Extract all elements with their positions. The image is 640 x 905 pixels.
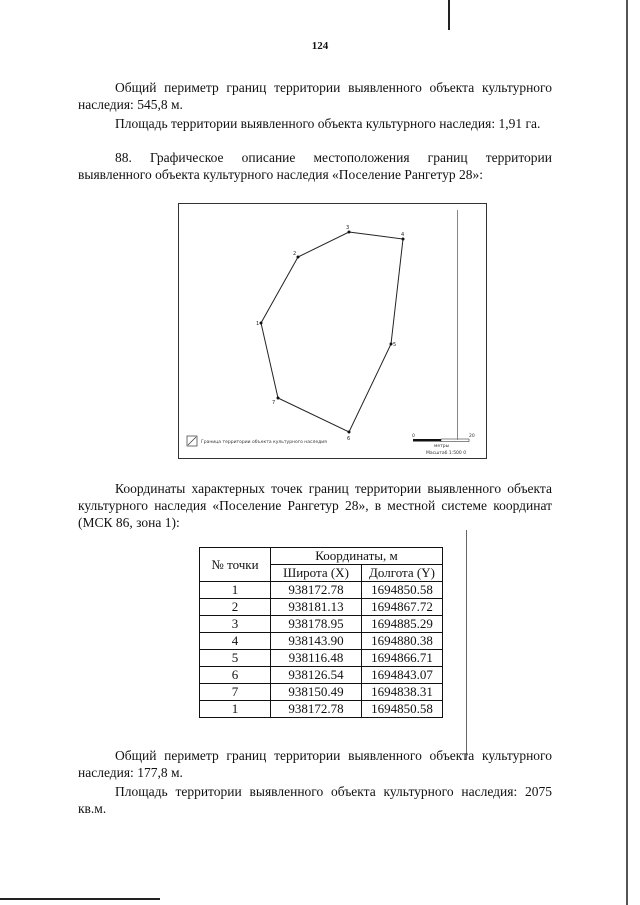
boundary-map-svg — [179, 204, 488, 460]
coordinates-table — [199, 547, 443, 718]
boundary-point-7 — [277, 397, 280, 400]
cell-point: 6 — [200, 667, 271, 684]
paragraph-perimeter: Общий периметр границ территории выявленного объекта культурного наследия: 177,8 м. — [78, 748, 552, 780]
cell-lon: 1694838.31 — [362, 684, 443, 701]
cell-point: 1 — [200, 582, 271, 599]
paragraph-area-prev: Площадь территории выявленного объекта культурного наследия: 1,91 га. — [115, 116, 541, 131]
scan-edge-line-top — [448, 0, 450, 30]
cell-point: 5 — [200, 650, 271, 667]
header-coordinates: Координаты, м — [271, 548, 443, 565]
header-point-number: № точки — [200, 548, 271, 582]
page-number: 124 — [311, 40, 329, 52]
cell-lon: 1694843.07 — [362, 667, 443, 684]
point-label-5: 5 — [393, 342, 397, 348]
scale-unit-label: метры — [434, 444, 450, 449]
point-label-2: 2 — [293, 251, 297, 257]
cell-lat: 938143.90 — [271, 633, 362, 650]
table-row — [200, 599, 443, 616]
cell-lat: 938181.13 — [271, 599, 362, 616]
table-row — [200, 616, 443, 633]
table-row — [200, 684, 443, 701]
cell-point: 2 — [200, 599, 271, 616]
boundary-point-2 — [297, 256, 300, 259]
paragraph-perimeter-prev: Общий периметр границ территории выявленного объекта культурного наследия: 545,8 м. — [78, 80, 552, 112]
cell-lon: 1694866.71 — [362, 650, 443, 667]
point-label-1: 1 — [256, 321, 260, 327]
cell-lat: 938126.54 — [271, 667, 362, 684]
legend-symbol-line — [188, 437, 196, 445]
boundary-polygon — [261, 232, 403, 432]
cell-lon: 1694867.72 — [362, 599, 443, 616]
point-label-7: 7 — [272, 400, 276, 406]
cell-point: 3 — [200, 616, 271, 633]
table-row — [200, 701, 443, 718]
cell-lon: 1694850.58 — [362, 582, 443, 599]
paragraph-coords-intro: Координаты характерных точек границ территории выявленного объекта культурного наследия «Поселение Рангетур 28», в местной системе координат (МСК 86, зона 1): — [78, 481, 552, 530]
boundary-point-6 — [348, 431, 351, 434]
scale-start-label: 0 — [412, 434, 415, 439]
cell-lat: 938172.78 — [271, 701, 362, 718]
cell-point: 4 — [200, 633, 271, 650]
cell-point: 1 — [200, 701, 271, 718]
table-row — [200, 582, 443, 599]
scale-end-label: 20 — [469, 434, 475, 439]
table-row — [200, 667, 443, 684]
boundary-points — [260, 231, 405, 434]
table-row — [200, 633, 443, 650]
scan-edge-line-bottom — [0, 898, 160, 900]
cell-point: 7 — [200, 684, 271, 701]
boundary-point-1 — [260, 322, 263, 325]
paragraph-area: Площадь территории выявленного объекта культурного наследия: 2075 кв.м. — [78, 784, 552, 816]
cell-lat: 938116.48 — [271, 650, 362, 667]
cell-lat: 938150.49 — [271, 684, 362, 701]
scan-margin-line-map — [457, 210, 458, 440]
point-label-4: 4 — [401, 232, 405, 238]
cell-lat: 938172.78 — [271, 582, 362, 599]
scale-bar-light — [441, 439, 469, 442]
scan-edge-line-right — [626, 0, 628, 905]
table-header-row — [200, 548, 443, 565]
header-latitude: Широта (X) — [271, 565, 362, 582]
cell-lon: 1694850.58 — [362, 701, 443, 718]
point-label-6: 6 — [347, 436, 351, 442]
scan-margin-line-1 — [466, 530, 467, 760]
legend-text: Граница территории объекта культурного наследия — [201, 440, 327, 445]
scale-bar-dark — [413, 439, 441, 442]
scale-ratio-label: Масштаб 1:500 0 — [426, 451, 467, 456]
point-label-3: 3 — [346, 225, 350, 231]
table-row — [200, 650, 443, 667]
cell-lon: 1694880.38 — [362, 633, 443, 650]
header-longitude: Долгота (Y) — [362, 565, 443, 582]
paragraph-heading-88: 88. Графическое описание местоположения границ территории выявленного объекта культурного наследия «Поселение Рангетур 28»: — [78, 150, 552, 182]
boundary-map — [178, 203, 487, 459]
cell-lat: 938178.95 — [271, 616, 362, 633]
cell-lon: 1694885.29 — [362, 616, 443, 633]
